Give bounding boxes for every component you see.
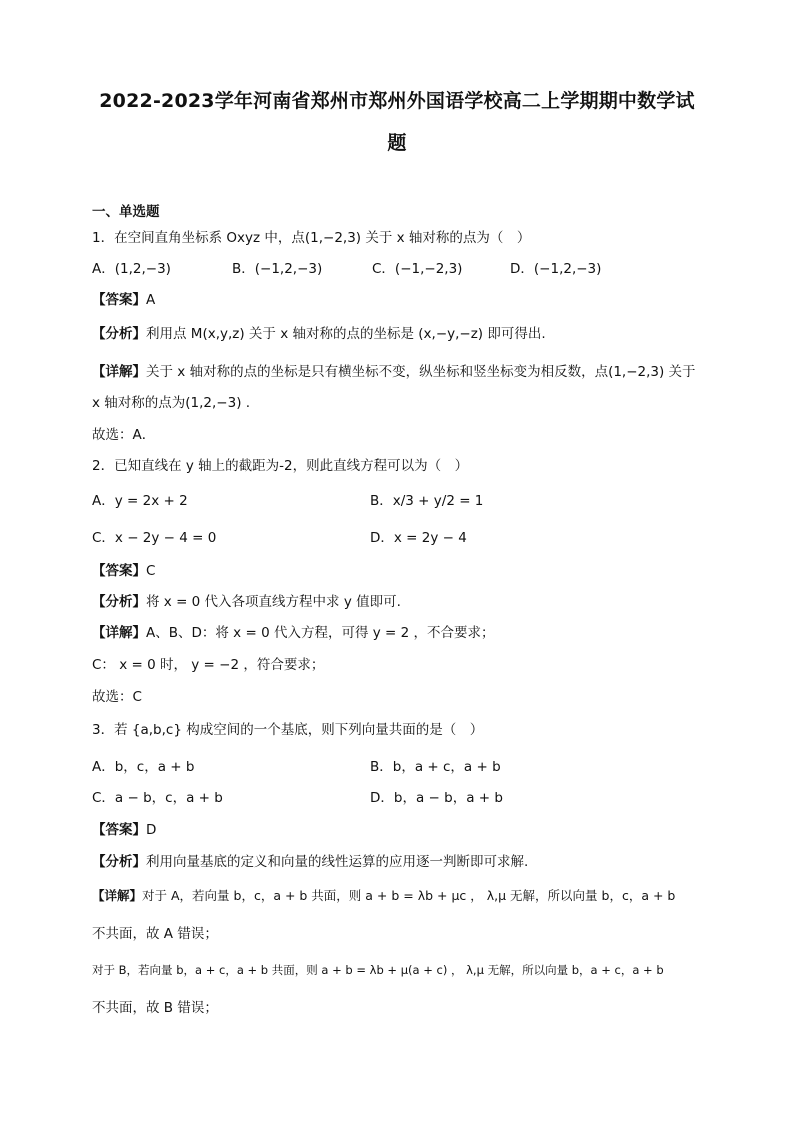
q1-detail-2: x 轴对称的点为(1,2,−3) . [92,395,251,411]
detail-text: A、B、D：将 x = 0 代入方程，可得 y = 2 ，不合要求； [146,625,495,641]
detail-text: 对于 A，若向量 b，c，a + b 共面，则 a + b = λb + μc ， λ,μ 无解，所以向量 b，c，a + b [142,888,676,903]
analysis-label: 【分析】 [92,854,146,870]
q2-option-d: D．x = 2y − 4 [370,530,467,546]
detail-label: 【详解】 [92,364,146,380]
paper-title-line2: 题 [387,132,407,154]
q1-option-c: C．(−1,−2,3) [372,261,463,277]
q2-option-b: B．x/3 + y/2 = 1 [370,493,484,509]
q3-option-c: C．a − b，c，a + b [92,790,223,806]
q3-analysis [92,852,528,872]
detail-label: 【详解】 [92,888,143,903]
q1-answer [92,290,155,310]
q3-detail-3: 对于 B，若向量 b，a + c，a + b 共面，则 a + b = λb + μ(a + c) ， λ,μ 无解，所以向量 b，a + c，a + b [92,963,664,977]
analysis-label: 【分析】 [92,326,146,342]
q3-stem: 3．若 {a,b,c} 构成空间的一个基底，则下列向量共面的是（ ） [92,722,484,738]
q3-detail-2: 不共面，故 A 错误； [92,926,218,942]
answer-value: D [146,822,157,838]
q3-answer [92,820,156,840]
q2-analysis [92,592,401,612]
detail-label: 【详解】 [92,625,146,641]
q2-choose: 故选：C [92,689,142,705]
q1-analysis [92,324,546,344]
answer-value: C [146,563,156,579]
q1-detail-1 [92,362,696,382]
analysis-label: 【分析】 [92,594,146,610]
section-heading: 一、单选题 [92,204,160,220]
q2-stem: 2．已知直线在 y 轴上的截距为-2，则此直线方程可以为（ ） [92,458,469,474]
q2-option-c: C．x − 2y − 4 = 0 [92,530,217,546]
q3-option-d: D．b，a − b，a + b [370,790,503,806]
q1-option-d: D．(−1,2,−3) [510,261,602,277]
answer-value: A [146,292,156,308]
q1-option-b: B．(−1,2,−3) [232,261,323,277]
q2-option-a: A．y = 2x + 2 [92,493,188,509]
q1-choose: 故选：A． [92,427,156,443]
paper-title-line1: 2022-2023学年河南省郑州市郑州外国语学校高二上学期期中数学试 [99,90,695,112]
answer-label: 【答案】 [92,822,146,838]
q2-answer [92,561,155,581]
analysis-text: 利用向量基底的定义和向量的线性运算的应用逐一判断即可求解. [146,854,529,870]
detail-text: 关于 x 轴对称的点的坐标是只有横坐标不变，纵坐标和竖坐标变为相反数，点(1,−2,3) 关于 [146,364,696,380]
answer-label: 【答案】 [92,563,146,579]
q1-option-a: A．(1,2,−3) [92,261,171,277]
q3-detail-1 [92,886,675,906]
q3-option-b: B．b，a + c，a + b [370,759,501,775]
q1-stem: 1．在空间直角坐标系 Oxyz 中，点(1,−2,3) 关于 x 轴对称的点为（ ） [92,230,531,246]
analysis-text: 利用点 M(x,y,z) 关于 x 轴对称的点的坐标是 (x,−y,−z) 即可得出. [146,326,546,342]
q2-detail-1 [92,623,495,643]
q3-detail-4: 不共面，故 B 错误； [92,1000,218,1016]
answer-label: 【答案】 [92,292,146,308]
q3-option-a: A．b，c，a + b [92,759,195,775]
analysis-text: 将 x = 0 代入各项直线方程中求 y 值即可. [146,594,401,610]
q2-detail-2: C： x = 0 时， y = −2 ，符合要求； [92,657,325,673]
